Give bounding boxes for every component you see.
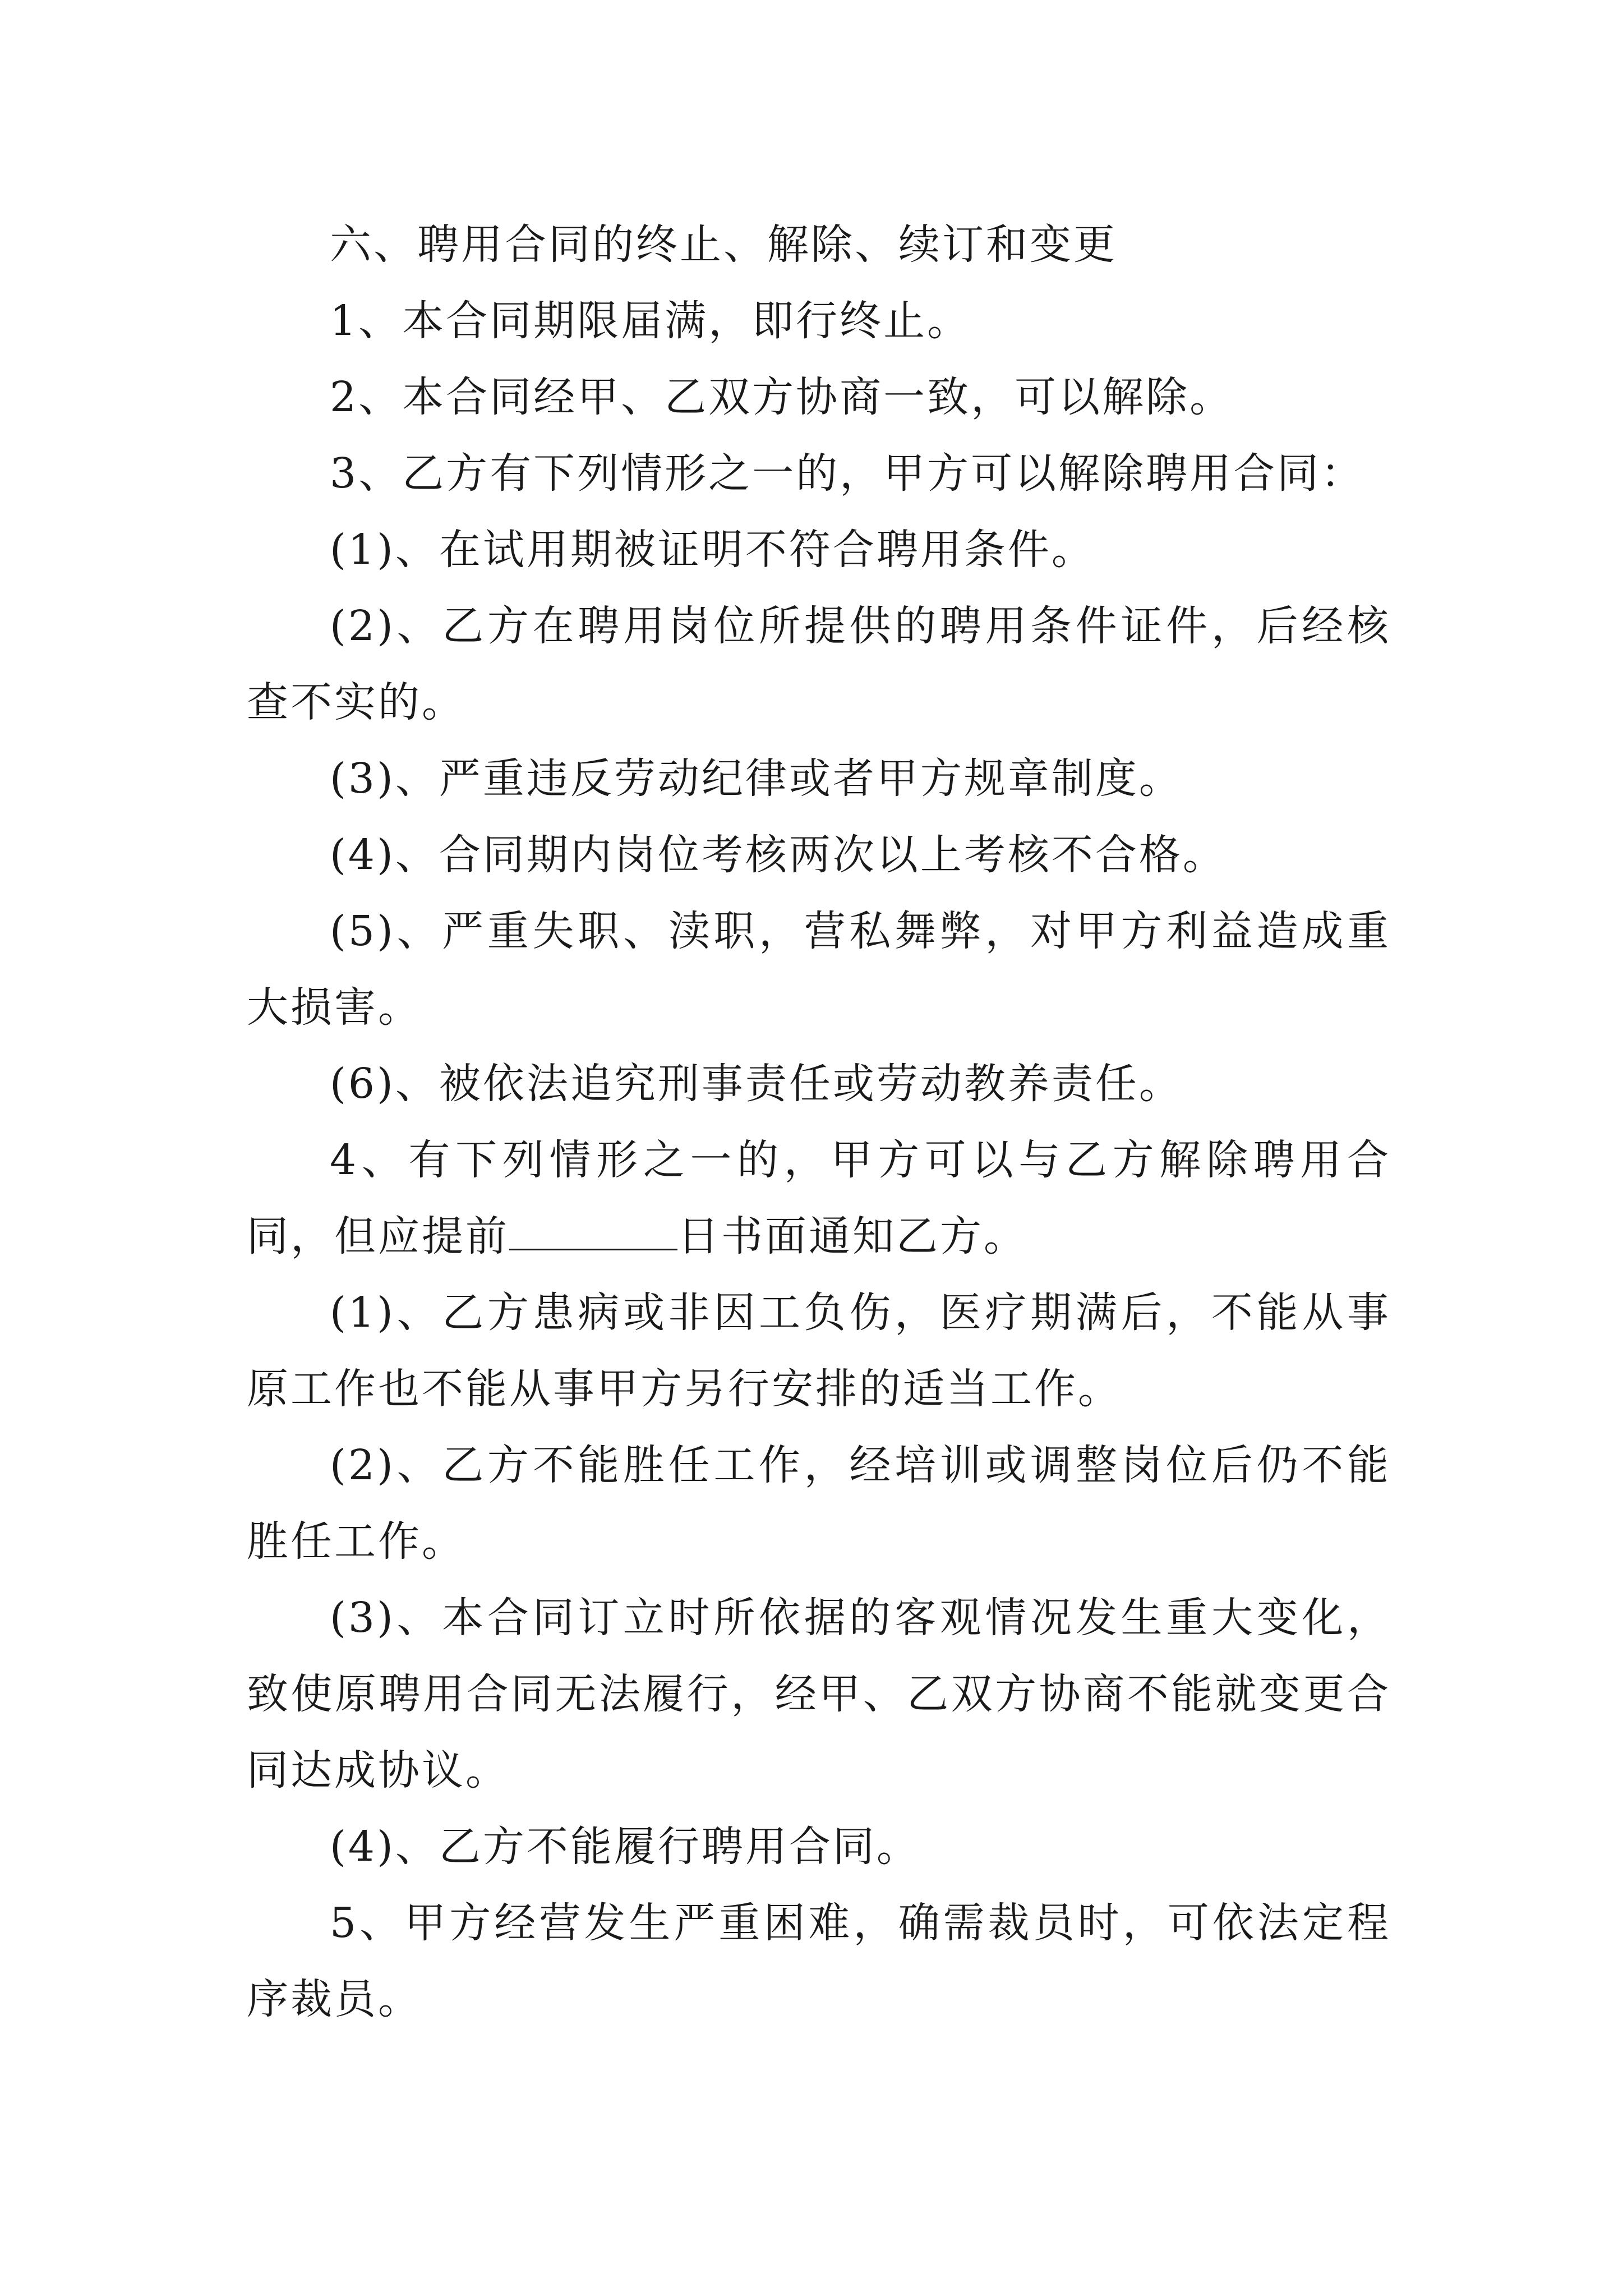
clause-5: 5、甲方经营发生严重困难，确需裁员时，可依法定程序裁员。 <box>247 1899 1391 2023</box>
clause-4-item-1: (1)、乙方患病或非因工负伤，医疗期满后，不能从事原工作也不能从事甲方另行安排的适当工作。 <box>247 1289 1391 1413</box>
clause-4 <box>247 1122 1391 1274</box>
clause-4-text-after-blank: 日书面通知乙方。 <box>677 1212 1027 1260</box>
section-heading: 六、聘用合同的终止、解除、续订和变更 <box>330 220 1117 269</box>
clause-3: 3、乙方有下列情形之一的，甲方可以解除聘用合同： <box>330 449 1365 498</box>
clause-4-item-3: (3)、本合同订立时所依据的客观情况发生重大变化，致使原聘用合同无法履行，经甲、乙双方协商不能就变更合同达成协议。 <box>247 1594 1391 1795</box>
clause-4-item-4: (4)、乙方不能履行聘用合同。 <box>330 1823 920 1871</box>
clause-3-item-6: (6)、被依法追究刑事责任或劳动教养责任。 <box>330 1060 1183 1108</box>
clause-3-item-2: (2)、乙方在聘用岗位所提供的聘用条件证件，后经核查不实的。 <box>247 602 1391 726</box>
clause-1: 1、本合同期限届满，即行终止。 <box>330 297 971 345</box>
clause-3-item-5: (5)、严重失职、渎职，营私舞弊，对甲方利益造成重大损害。 <box>247 907 1391 1032</box>
clause-3-item-4: (4)、合同期内岗位考核两次以上考核不合格。 <box>330 831 1227 879</box>
clause-2: 2、本合同经甲、乙双方协商一致，可以解除。 <box>330 373 1234 421</box>
clause-4-item-2: (2)、乙方不能胜任工作，经培训或调整岗位后仍不能胜任工作。 <box>247 1441 1391 1566</box>
clause-3-item-1: (1)、在试用期被证明不符合聘用条件。 <box>330 526 1095 574</box>
clause-3-item-3: (3)、严重违反劳动纪律或者甲方规章制度。 <box>330 754 1183 803</box>
clause-4-text-before-blank: 4、有下列情形之一的，甲方可以与乙方解除聘用合同，但应提前 <box>247 1136 1391 1260</box>
document-body <box>247 206 1391 2037</box>
fill-in-blank-days <box>509 1200 677 1250</box>
